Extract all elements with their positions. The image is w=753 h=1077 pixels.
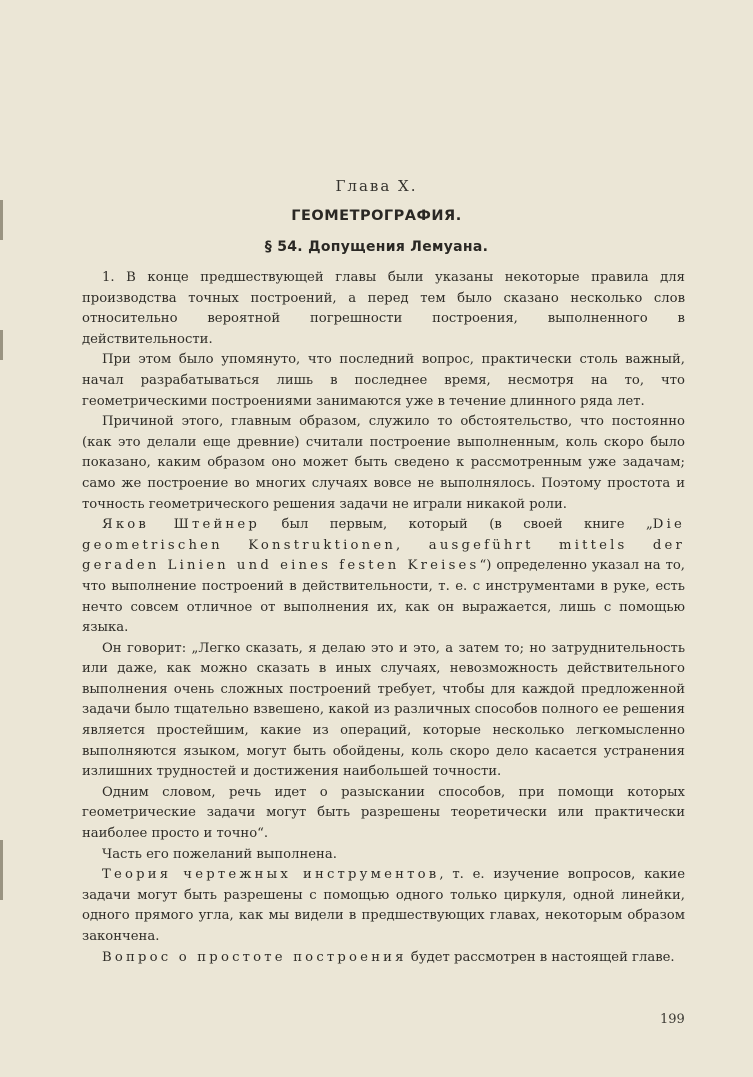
paragraph: Он говорит: „Легко сказать, я делаю это и это, а затем то; но затруднительность или даже, как можно сказать в иных случаях, невозможность действительного выполнения очень сложных построений требует, чтобы для каждой предложенной задачи было тщательно взвешено, какой из различных способов полного ее решения является простейшим, какие из операций, которые несколько легкомысленно выполняются языком, могут быть обойдены, коль скоро дело касается устранения излишних трудностей и достижения наибольшей точности. <box>82 640 685 780</box>
paragraph <box>82 515 685 639</box>
chapter-title: ГЕОМЕТРОГРАФИЯ. <box>291 208 462 224</box>
paragraph: Причиной этого, главным образом, служило то обстоятельство, что постоянно (как это делали еще древние) считали построение выполненным, коль скоро было показано, каким образом оно может быть сведено к рассмотренным уже задачам; само же построение во многих случаях вовсе не выполнялось. Поэтому простота и точность геометрического решения задачи не играли никакой роли. <box>82 414 685 512</box>
chapter-label: Глава X. <box>335 177 418 195</box>
page-edge-mark <box>0 840 3 900</box>
page-edge-mark <box>0 330 3 360</box>
spaced-name: Яков Штейнер <box>102 517 261 533</box>
paragraph: Одним словом, речь идет о разыскании способов, при помощи которых геометрические задачи могут быть разрешены теоретически или практически наиболее просто и точно“. <box>82 784 685 842</box>
spaced-term: Вопрос о простоте построения <box>102 949 407 965</box>
book-title: Die geometrischen Konstruktionen, ausgeführt mittels der geraden Linien und eines festen Kreises <box>82 517 685 574</box>
paragraph <box>82 948 685 969</box>
paragraph-text: будет рассмотрен в настоящей главе. <box>406 949 675 965</box>
spaced-term: Теория чертежных инструментов <box>102 867 440 883</box>
section-title: § 54. Допущения Лемуана. <box>264 239 489 255</box>
paragraph: Часть его пожеланий выполнена. <box>102 846 337 862</box>
paragraph-text: , т. е. изучение вопросов, какие задачи могут быть разрешены с помощью одного только циркуля, одной линейки, одного прямого угла, как мы видели в предшествующих главах, некоторым образом закончена. <box>82 867 686 944</box>
paragraph: При этом было упомянуто, что последний вопрос, практически столь важный, начал разрабатываться лишь в последнее время, несмотря на то, что геометрическими построениями занимаются уже в течение длинного ряда лет. <box>82 352 685 409</box>
page-number: 199 <box>660 1012 685 1027</box>
body-text <box>82 268 685 968</box>
paragraph: 1. В конце предшествующей главы были указаны некоторые правила для производства точных построений, а перед тем было сказано несколько слов относительно вероятной погрешности построения, выполненного в действительности. <box>82 270 685 347</box>
paragraph-text: “) определенно указал на то, что выполнение построений в действительности, т. е. с инструментами в руке, есть нечто совсем отличное от выполнения их, как он выражается, лишь с помощью языка. <box>82 558 685 636</box>
paragraph <box>82 865 685 947</box>
paragraph-text: был первым, который (в своей книге „ <box>260 517 653 533</box>
